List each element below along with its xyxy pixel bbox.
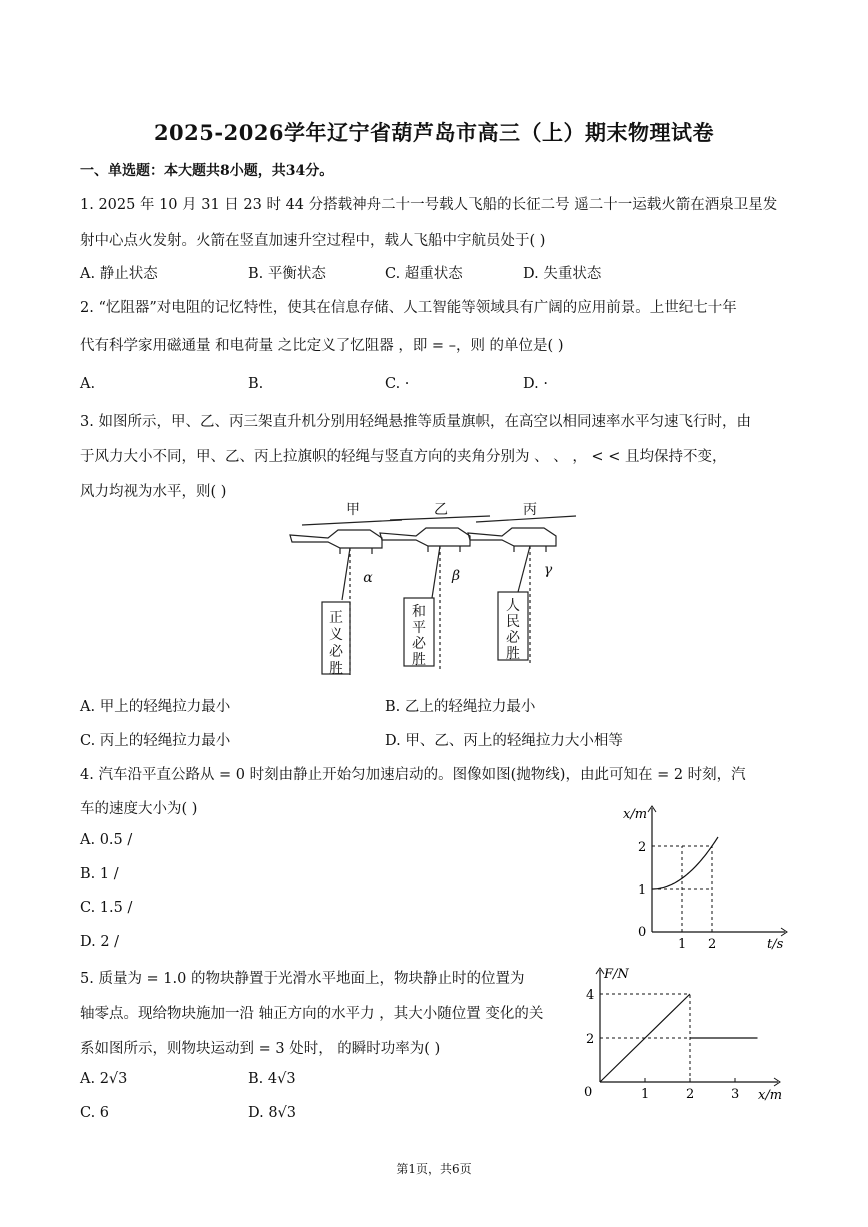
q3-option-b: B. 乙上的轻绳拉力最小: [385, 699, 536, 715]
x-tick-label: 3: [731, 1087, 740, 1102]
q2-option-d: D. ·: [523, 376, 548, 392]
q3-stem-line2: 于风力大小不同，甲、乙、丙上拉旗帜的轻绳与竖直方向的夹角分别为 、 、 ， < < 且均保持不变，: [80, 449, 727, 465]
fx-graph: [578, 962, 793, 1107]
q4-stem-line2: 车的速度大小为( ): [80, 801, 198, 817]
q4-option-a: A. 0.5 /: [80, 832, 133, 848]
helicopter-icon: [468, 516, 576, 552]
q5-stem-line2: 轴零点。现给物块施加一沿 轴正方向的水平力 ，其大小随位置 变化的关: [80, 1006, 544, 1022]
flag-text-3c: 必: [506, 630, 520, 646]
q5-option-b: B. 4√3: [248, 1071, 296, 1087]
flag-text-2c: 必: [412, 636, 426, 652]
q3-option-a: A. 甲上的轻绳拉力最小: [80, 699, 231, 715]
series-line: [652, 837, 718, 889]
q2-stem-line2: 代有科学家用磁通量 和电荷量 之比定义了忆阻器 ，即 = –，则 的单位是( ): [80, 338, 564, 354]
y-tick-label: 2: [586, 1032, 595, 1047]
helicopter-label-yi: 乙: [434, 502, 448, 518]
angle-gamma: γ: [543, 562, 553, 578]
q4-option-b: B. 1 /: [80, 866, 119, 882]
origin-label: 0: [584, 1085, 593, 1100]
page-footer: 第1页，共6页: [396, 1162, 472, 1176]
x-tick-label: 2: [686, 1087, 695, 1102]
q5-stem-line3: 系如图所示，则物块运动到 = 3 处时， 的瞬时功率为( ): [80, 1041, 441, 1057]
angle-beta: β: [451, 568, 461, 584]
q1-option-a: A. 静止状态: [80, 266, 158, 282]
x-tick-label: 1: [641, 1087, 650, 1102]
q3-option-c: C. 丙上的轻绳拉力最小: [80, 733, 231, 749]
q1-stem-line1: 1. 2025 年 10 月 31 日 23 时 44 分搭载神舟二十一号载人飞船的长征二号 遥二十一运载火箭在酒泉卫星发: [80, 197, 778, 213]
flag-text-1d: 胜: [329, 661, 343, 677]
q1-stem-line2: 射中心点火发射。火箭在竖直加速升空过程中，载人飞船中宇航员处于( ): [80, 233, 546, 249]
helicopter-label-bing: 丙: [523, 502, 537, 518]
q5-stem-line1: 5. 质量为 = 1.0 的物块静置于光滑水平地面上，物块静止时的位置为: [80, 971, 525, 987]
xt-graph: [615, 800, 795, 955]
x-tick-label: 1: [678, 937, 687, 952]
flag-text-3a: 人: [506, 598, 520, 614]
q2-stem-line1: 2. “忆阻器”对电阻的记忆特性，使其在信息存储、人工智能等领域具有广阔的应用前景。上世纪七十年: [80, 300, 737, 316]
q3-stem-line3: 风力均视为水平，则( ): [80, 484, 227, 500]
flag-text-3b: 民: [506, 614, 520, 630]
x-axis-label: t/s: [767, 937, 784, 952]
flag-text-2d: 胜: [412, 652, 426, 668]
flag-text-1b: 义: [329, 627, 343, 643]
helicopter-label-jia: 甲: [346, 502, 360, 518]
x-axis-label: x/m: [758, 1088, 783, 1103]
section-heading: 一、单选题：本大题共8小题，共34分。: [80, 163, 334, 179]
flag-text-2b: 平: [412, 620, 426, 636]
y-axis-label: x/m: [623, 807, 648, 822]
q4-stem-line1: 4. 汽车沿平直公路从 = 0 时刻由静止开始匀加速启动的。图像如图(抛物线)，由此可知在 = 2 时刻，汽: [80, 767, 746, 783]
q5-option-d: D. 8√3: [248, 1105, 297, 1121]
flag-text-1a: 正: [329, 610, 343, 626]
y-axis-label: F/N: [604, 967, 629, 982]
helicopter-icon: [290, 520, 402, 554]
q1-option-b: B. 平衡状态: [248, 266, 326, 282]
flag-text-3d: 胜: [506, 646, 520, 662]
q2-option-a: A.: [80, 376, 96, 392]
q1-option-d: D. 失重状态: [523, 266, 602, 282]
q4-option-c: C. 1.5 /: [80, 900, 133, 916]
q4-option-d: D. 2 /: [80, 934, 120, 950]
q3-option-d: D. 甲、乙、丙上的轻绳拉力大小相等: [385, 733, 623, 749]
flag-text-2a: 和: [412, 604, 426, 620]
x-tick-label: 2: [708, 937, 717, 952]
q5-option-c: C. 6: [80, 1105, 110, 1121]
q2-option-b: B.: [248, 376, 264, 392]
helicopter-flags-figure: [280, 500, 590, 685]
angle-alpha: α: [363, 570, 373, 586]
y-tick-label: 4: [586, 988, 595, 1003]
q5-option-a: A. 2√3: [80, 1071, 128, 1087]
origin-label: 0: [638, 925, 647, 940]
q1-option-c: C. 超重状态: [385, 266, 463, 282]
q3-stem-line1: 3. 如图所示，甲、乙、丙三架直升机分别用轻绳悬推等质量旗帜，在高空以相同速率水平匀速飞行时，由: [80, 414, 751, 430]
page-title: 2025-2026学年辽宁省葫芦岛市高三（上）期末物理试卷: [153, 120, 715, 145]
flag-text-1c: 必: [329, 644, 343, 660]
q2-option-c: C. ·: [385, 376, 410, 392]
y-tick-label: 1: [638, 883, 647, 898]
y-tick-label: 2: [638, 840, 647, 855]
